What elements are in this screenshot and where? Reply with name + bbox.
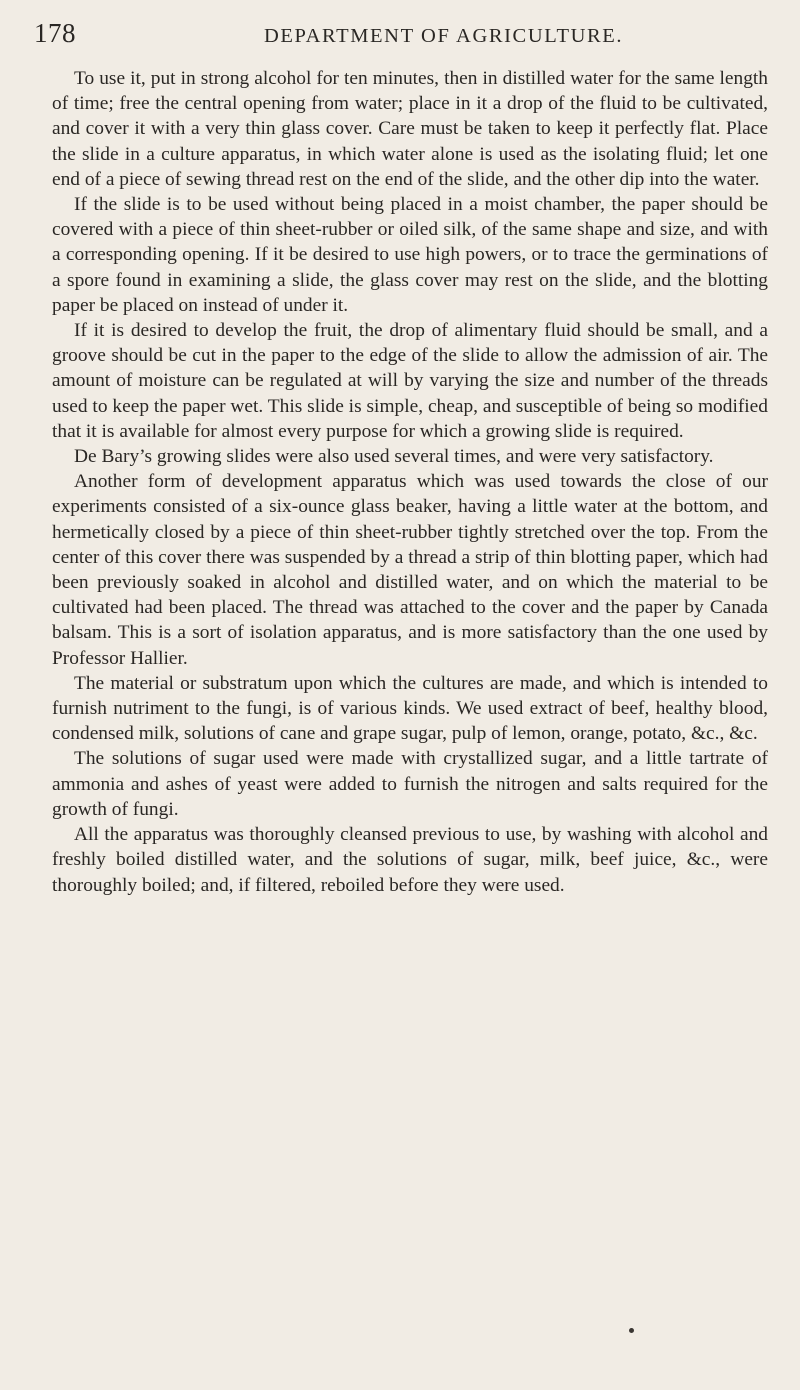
paragraph-sugar-solutions: The solutions of sugar used were made with crystallized sugar, and a little tartrate of ammonia and ashes of yeast were added to furnish the nitrogen and salts required for the growth of fungi.	[52, 748, 768, 820]
paragraph-develop-fruit: If it is desired to develop the fruit, the drop of alimentary fluid should be small, and a groove should be cut in the paper to the edge of the slide to allow the admission of air. The amount of moisture can be regulated at will by varying the size and number of the threads used to keep the paper wet. This slide is simple, cheap, and susceptible of being so modified that it is available for almost every purpose for which a growing slide is required.	[52, 320, 768, 442]
paragraph-without-moist-chamber: If the slide is to be used without being placed in a moist chamber, the paper should be covered with a piece of thin sheet-rubber or oiled silk, of the same shape and size, and with a corresponding opening. If it be desired to use high powers, or to trace the germinations of a spore found in examining a slide, the glass cover may rest on the slide, and the blotting paper be placed on instead of under it.	[52, 194, 768, 316]
paragraph-beaker-apparatus: Another form of development apparatus which was used towards the close of our experiments consisted of a six-ounce glass beaker, having a little water at the bottom, and hermetically closed by a piece of thin sheet-rubber tightly stretched over the top. From the center of this cover there was suspended by a thread a strip of thin blotting paper, which had been previously soaked in alcohol and distilled water, and on which the material to be cultivated had been placed. The thread was attached to the cover and the paper by Canada balsam. This is a sort of isolation apparatus, and is more satisfactory than the one used by Professor Hallier.	[52, 471, 768, 669]
page-header	[34, 18, 766, 52]
ink-dot-mark	[629, 1328, 634, 1333]
paragraph-cleansing: All the apparatus was thoroughly cleansed previous to use, by washing with alcohol and freshly boiled distilled water, and the solutions of sugar, milk, beef juice, &c., were thoroughly boiled; and, if filtered, reboiled before they were used.	[52, 824, 768, 896]
body-text	[52, 66, 768, 898]
paragraph-de-bary-slides: De Bary’s growing slides were also used several times, and were very satisfactory.	[74, 446, 714, 468]
page-number: 178	[34, 18, 76, 48]
paragraph-substratum: The material or substratum upon which the cultures are made, and which is intended to furnish nutriment to the fungi, is of various kinds. We used extract of beef, healthy blood, condensed milk, solutions of cane and grape sugar, pulp of lemon, orange, potato, &c., &c.	[52, 672, 768, 745]
paragraph-slide-usage: To use it, put in strong alcohol for ten minutes, then in distilled water for the same length of time; free the central opening from water; place in it a drop of the fluid to be cultivated, and cover it with a very thin glass cover. Care must be taken to keep it perfectly flat. Place the slide in a culture apparatus, in which water alone is used as the isolating fluid; let one end of a piece of sewing thread rest on the end of the slide, and the other dip into the water.	[52, 68, 768, 190]
running-head: DEPARTMENT OF AGRICULTURE.	[264, 25, 624, 47]
